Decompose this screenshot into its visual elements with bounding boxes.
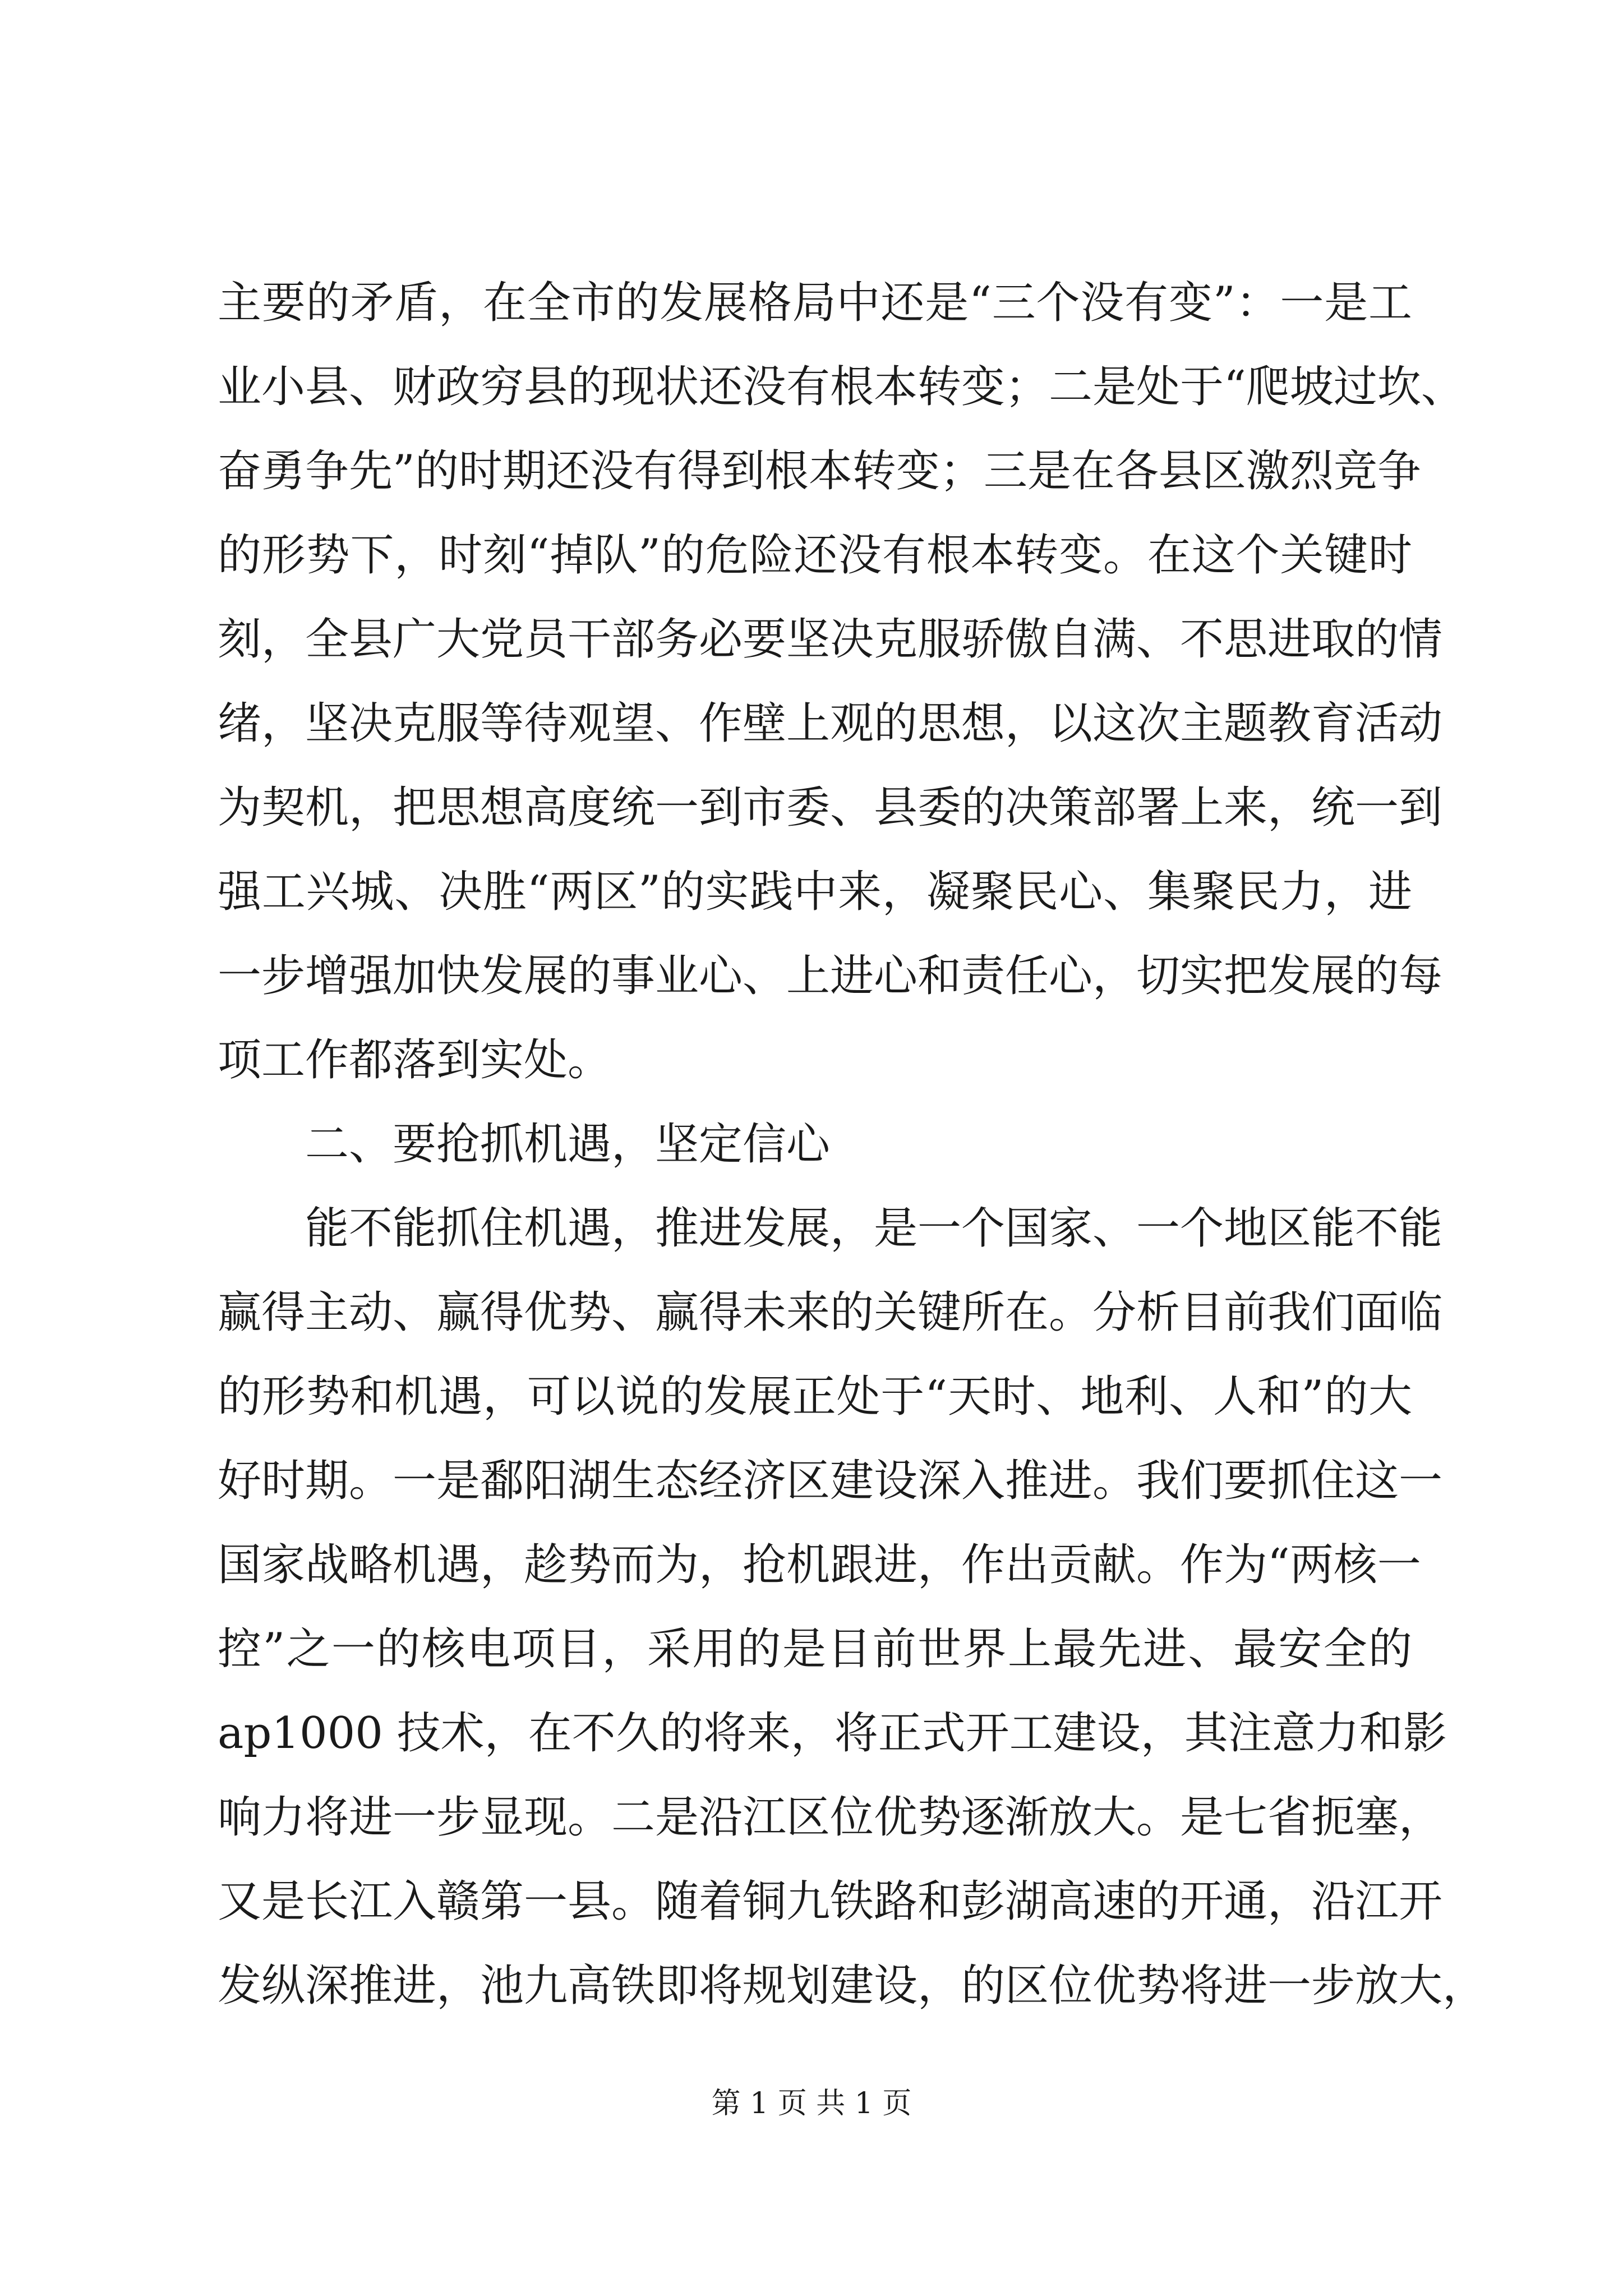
- page-footer: 第 1 页 共 1 页: [711, 2087, 912, 2120]
- paragraph1-line-4: 的形势下，时刻“掉队”的危险还没有根本转变。在这个关键时: [218, 530, 1412, 581]
- paragraph2-line-7: ap1000 技术，在不久的将来，将正式开工建设，其注意力和影: [218, 1708, 1447, 1759]
- paragraph2-line-9: 又是长江入赣第一县。随着铜九铁路和彭湖高速的开通，沿江开: [218, 1876, 1443, 1927]
- paragraph1-line-1: 主要的矛盾，在全市的发展格局中还是“三个没有变”：一是工: [218, 278, 1412, 328]
- paragraph1-line-3: 奋勇争先”的时期还没有得到根本转变；三是在各县区激烈竞争: [218, 446, 1421, 496]
- paragraph1-line-7: 为契机，把思想高度统一到市委、县委的决策部署上来，统一到: [218, 783, 1443, 833]
- paragraph1-line-9: 一步增强加快发展的事业心、上进心和责任心，切实把发展的每: [218, 951, 1443, 1001]
- paragraph1-line-10: 项工作都落到实处。: [218, 1035, 612, 1085]
- paragraph1-line-6: 绪，坚决克服等待观望、作壁上观的思想，以这次主题教育活动: [218, 698, 1443, 749]
- paragraph1-line-2: 业小县、财政穷县的现状还没有根本转变；二是处于“爬坡过坎、: [218, 362, 1465, 412]
- paragraph2-line-4: 好时期。一是鄱阳湖生态经济区建设深入推进。我们要抓住这一: [218, 1456, 1443, 1506]
- paragraph1-line-5: 刻，全县广大党员干部务必要坚决克服骄傲自满、不思进取的情: [218, 614, 1443, 665]
- paragraph2-line-10: 发纵深推进，池九高铁即将规划建设，的区位优势将进一步放大，: [218, 1961, 1487, 2011]
- paragraph2-line-8: 响力将进一步显现。二是沿江区位优势逐渐放大。是七省扼塞，: [218, 1792, 1443, 1843]
- paragraph2-line-6: 控”之一的核电项目，采用的是目前世界上最先进、最安全的: [218, 1624, 1412, 1674]
- paragraph2-line-5: 国家战略机遇，趁势而为，抢机跟进，作出贡献。作为“两核一: [218, 1540, 1421, 1590]
- section-heading: 二、要抢抓机遇，坚定信心: [305, 1119, 831, 1170]
- paragraph1-line-8: 强工兴城、决胜“两区”的实践中来，凝聚民心、集聚民力，进: [218, 867, 1412, 917]
- paragraph2-line-1: 能不能抓住机遇，推进发展，是一个国家、一个地区能不能: [305, 1203, 1443, 1254]
- paragraph2-line-3: 的形势和机遇，可以说的发展正处于“天时、地利、人和”的大: [218, 1372, 1412, 1422]
- paragraph2-line-2: 赢得主动、赢得优势、赢得未来的关键所在。分析目前我们面临: [218, 1287, 1443, 1338]
